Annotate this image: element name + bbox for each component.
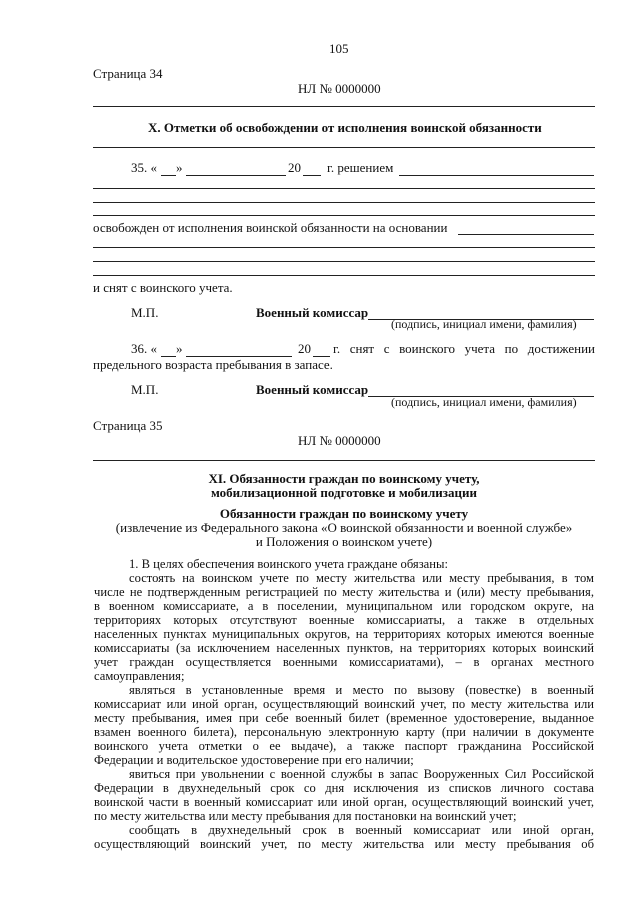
- blank-line: [93, 188, 595, 189]
- released-basis-blank: [458, 234, 594, 235]
- item36-year-prefix: 20: [298, 341, 311, 356]
- blank-line: [93, 261, 595, 262]
- item35-quote-close: »: [176, 160, 183, 175]
- removed-text: и снят с воинского учета.: [93, 280, 233, 295]
- item35-month-blank: [186, 175, 286, 176]
- item35-text: г. решением: [327, 160, 394, 175]
- section-title-xi-line1: XI. Обязанности граждан по воинскому учету,: [208, 471, 480, 486]
- body-line: числе не подтвержденным регистрацией по месту жительства и (или) месту пребывания,: [94, 585, 594, 599]
- body-line: взамен военного билета), персональную электронную карту (при наличии в документе: [94, 725, 594, 739]
- body-line: учет граждан осуществляется военными комиссариатами), – в органах местного: [94, 655, 594, 669]
- body-line: комиссариаты (за исключением населенных пунктов, на территориях которых воинский: [94, 641, 594, 655]
- body-line: Федерации и водительское удостоверение при его наличии;: [94, 753, 414, 767]
- body-line: воинской части в военный комиссариат или иной орган, осуществляющий воинский учет,: [94, 795, 594, 809]
- stamp-mp-1: М.П.: [131, 305, 159, 320]
- item36-text: г. снят с воинского учета по достижении: [333, 341, 595, 356]
- item35-day-blank: [161, 175, 176, 176]
- divider-section-x: [93, 147, 595, 148]
- signature-caption-2: (подпись, инициал имени, фамилия): [391, 395, 577, 409]
- body-line: по месту жительства или месту пребывания для постановки на воинский учет;: [94, 809, 517, 823]
- section-title-x: X. Отметки об освобождении от исполнения воинской обязанности: [148, 120, 542, 135]
- section-title-xi-line2: мобилизационной подготовке и мобилизации: [211, 485, 477, 500]
- item36-quote-close: »: [176, 341, 183, 356]
- blank-line: [93, 202, 595, 203]
- body-line: в военном комиссариате, а в поселении, муниципальном или городском округе, на: [94, 599, 594, 613]
- body-line: являться в установленные время и место по вызову (повестке) в военный: [129, 683, 594, 697]
- stamp-mp-2: М.П.: [131, 382, 159, 397]
- divider-top-34: [93, 106, 595, 107]
- divider-top-35: [93, 460, 595, 461]
- item36-line2: предельного возраста пребывания в запасе.: [93, 357, 333, 372]
- commissar-label-2: Военный комиссар: [256, 382, 369, 397]
- body-line: самоуправления;: [94, 669, 185, 683]
- nl-number-35: НЛ № 0000000: [298, 433, 381, 448]
- body-line: месту пребывания, имея при себе военный билет (временное удостоверение, выданное: [94, 711, 594, 725]
- page-label-34: Страница 34: [93, 66, 163, 81]
- item36-prefix: 36. «: [131, 341, 157, 356]
- body-line: явиться при увольнении с военной службы в запас Вооруженных Сил Российской: [129, 767, 594, 781]
- commissar-label-1: Военный комиссар: [256, 305, 369, 320]
- released-text: освобожден от исполнения воинской обязанности на основании: [93, 220, 448, 235]
- body-line: комиссариат или иной орган, осуществляющий воинский учет, по месту жительства или: [94, 697, 594, 711]
- body-line: Федерации в двухнедельный срок со дня исключения из списков личного состава: [94, 781, 594, 795]
- subsection-note-line1: (извлечение из Федерального закона «О воинской обязанности и военной службе»: [115, 520, 573, 535]
- body-line: населенных пунктах муниципальных округов, на территориях которых имеются военные: [94, 627, 594, 641]
- subsection-title: Обязанности граждан по воинскому учету: [219, 506, 469, 521]
- body-line: состоять на воинском учете по месту жительства или месту пребывания, в том: [129, 571, 594, 585]
- subsection-note-line2: и Положения о воинском учете): [255, 534, 433, 549]
- item35-prefix: 35. «: [131, 160, 157, 175]
- body-line: 1. В целях обеспечения воинского учета граждане обязаны:: [129, 557, 448, 571]
- nl-number-34: НЛ № 0000000: [298, 81, 381, 96]
- blank-line: [93, 247, 595, 248]
- item35-decision-blank: [399, 175, 594, 176]
- item35-year-blank: [303, 175, 321, 176]
- blank-line: [93, 215, 595, 216]
- body-line: территориях которых отсутствуют военные комиссариаты, а также в отдельных: [94, 613, 594, 627]
- signature-caption-1: (подпись, инициал имени, фамилия): [391, 317, 577, 331]
- item35-year-prefix: 20: [288, 160, 301, 175]
- body-line: осуществляющий воинский учет, по месту жительства или месту пребывания об: [94, 837, 594, 851]
- page-label-35: Страница 35: [93, 418, 163, 433]
- body-line: сообщать в двухнедельный срок в военный комиссариат или иной орган,: [129, 823, 594, 837]
- page-number: 105: [329, 41, 349, 56]
- body-line: воинского учета отметки о ее выдаче), а также паспорт гражданина Российской: [94, 739, 594, 753]
- blank-line: [93, 275, 595, 276]
